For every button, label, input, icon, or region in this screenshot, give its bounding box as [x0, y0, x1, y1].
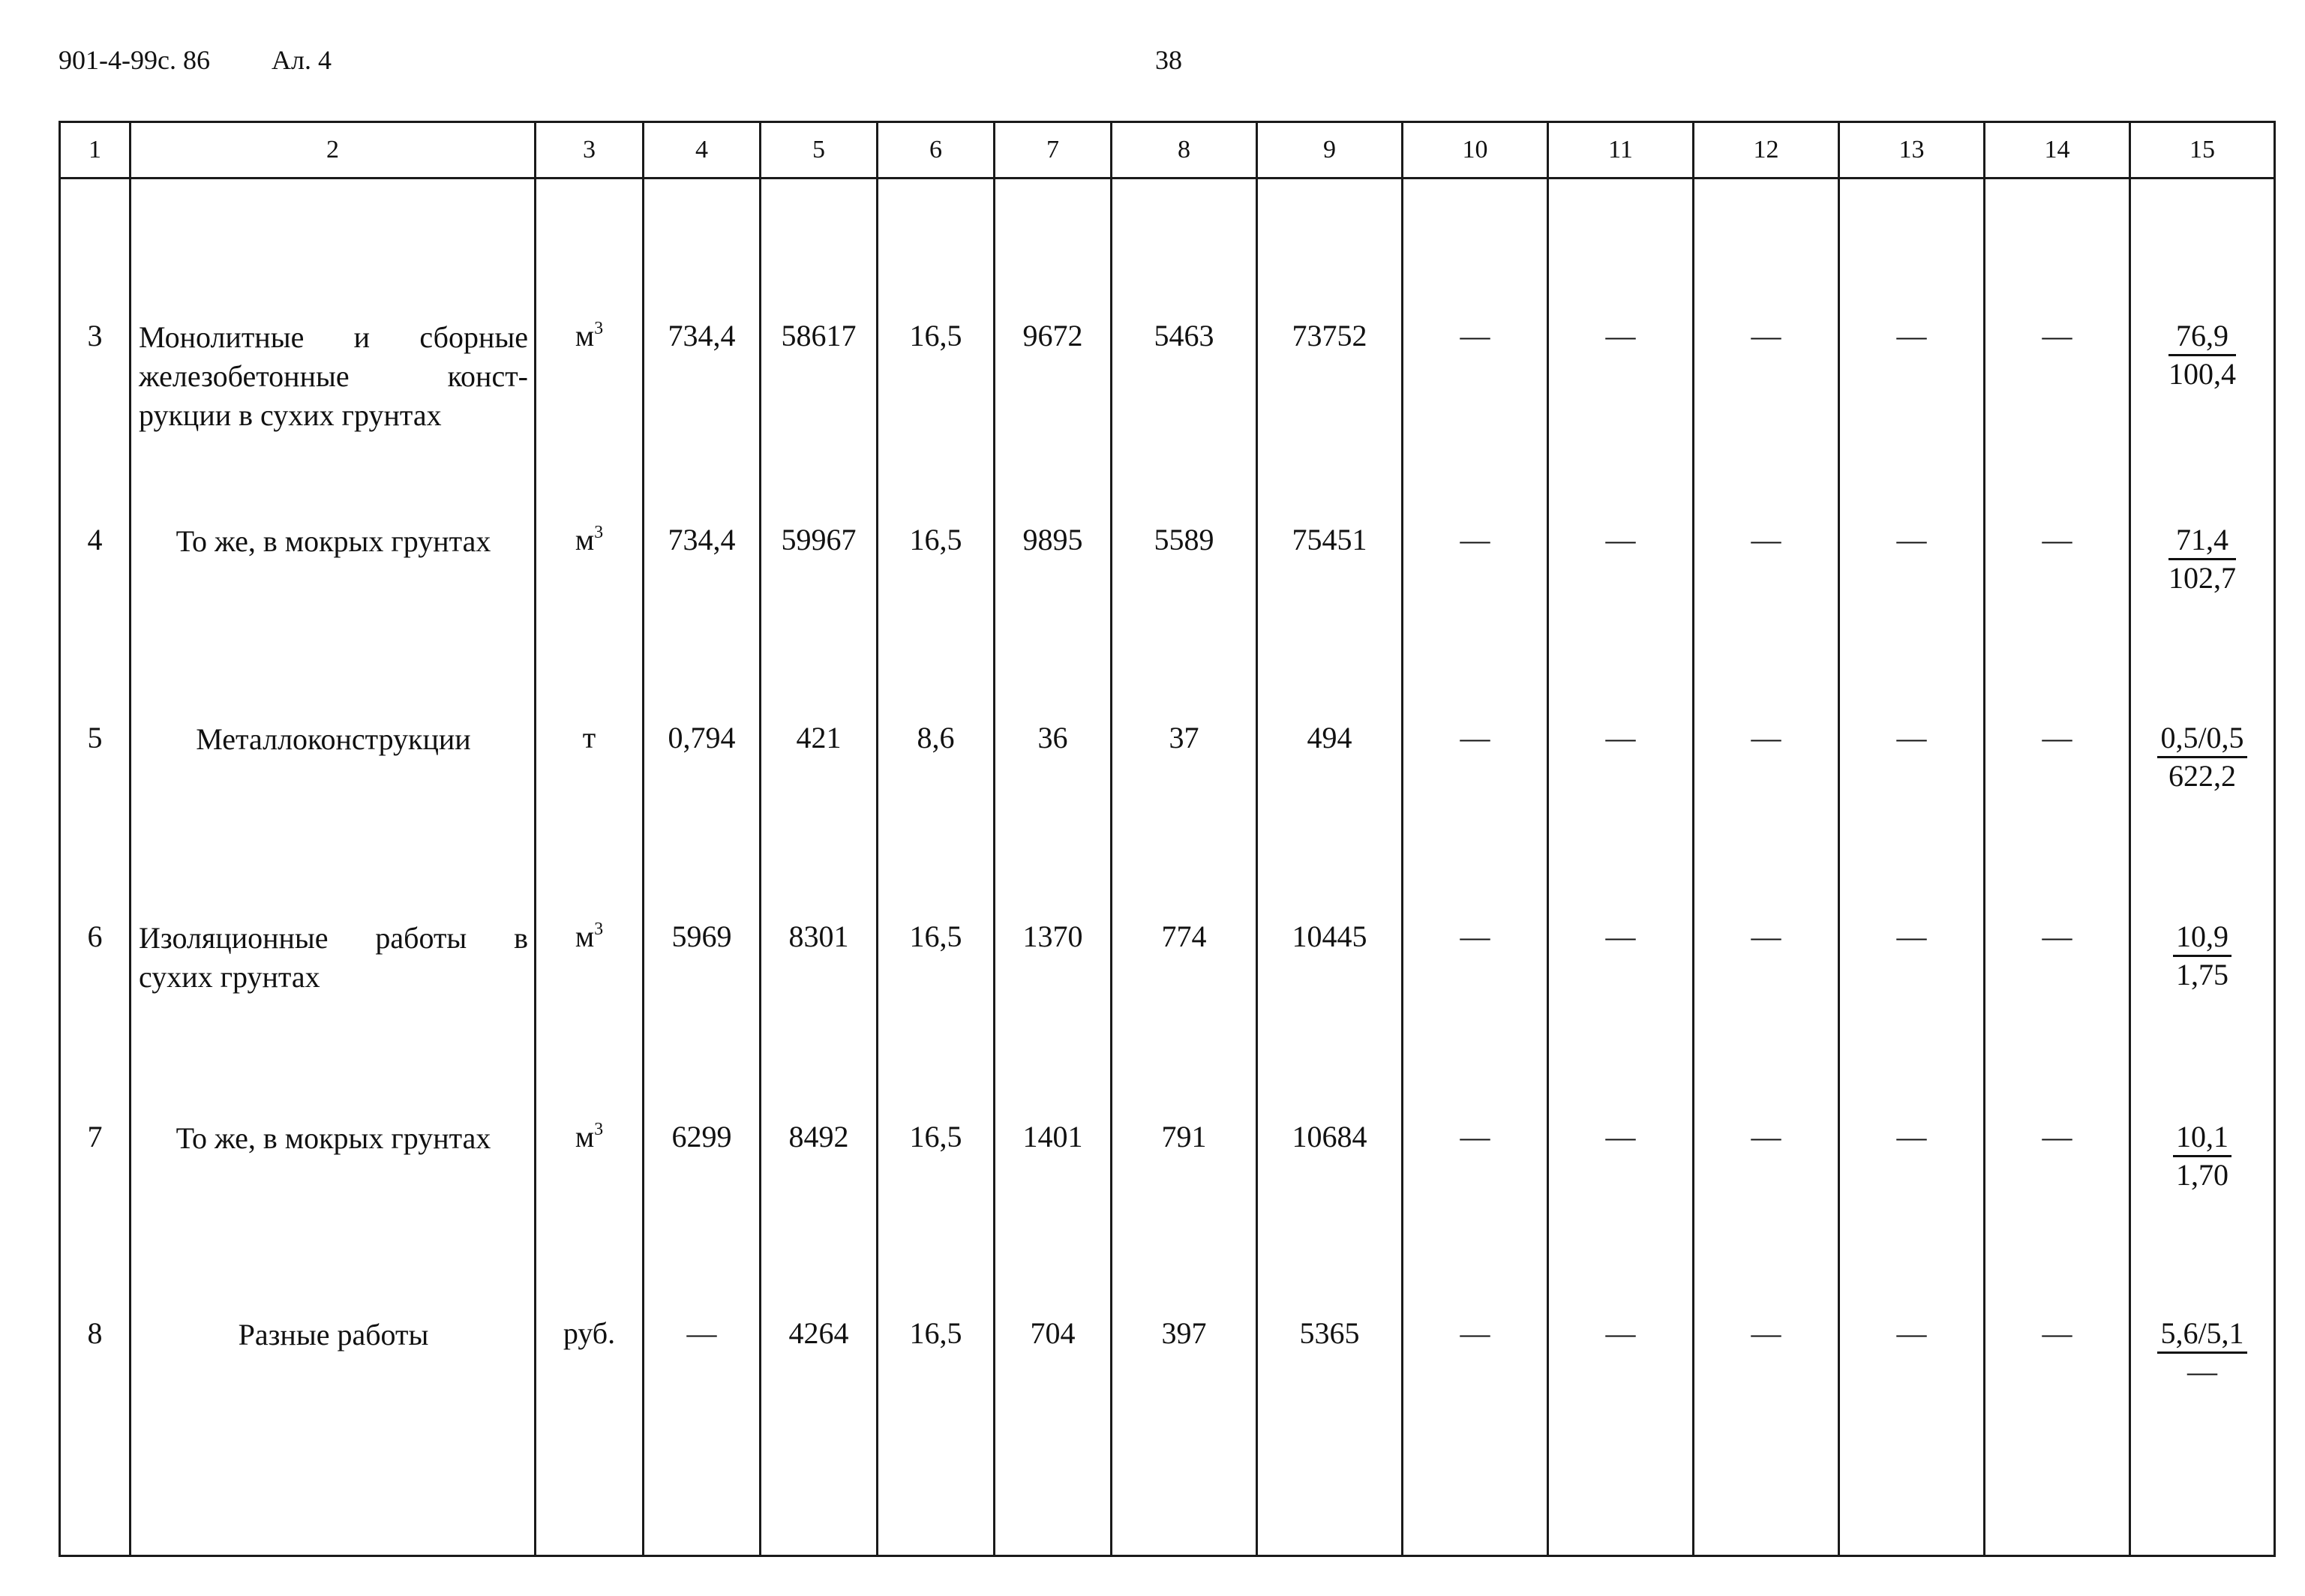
column-number: 15 — [2130, 122, 2275, 178]
description-line: железобетонные конст- — [139, 359, 528, 393]
unit-exponent: 3 — [594, 523, 604, 543]
cell-col-8: 5589 — [1112, 452, 1257, 650]
fraction-numerator: 71,4 — [2168, 522, 2236, 560]
cell-col-7: 36 — [995, 650, 1112, 848]
cell-col-8: 5463 — [1112, 178, 1257, 453]
cell-col-7: 1370 — [995, 849, 1112, 1084]
cell-col-4: 734,4 — [644, 178, 761, 453]
fraction — [2173, 919, 2231, 993]
fraction-denominator: 1,70 — [2176, 1158, 2228, 1192]
fraction — [2173, 1119, 2231, 1193]
cell-col-10: — — [1403, 1280, 1548, 1556]
cell-col-14: — — [1985, 178, 2130, 453]
cell-col-6: 16,5 — [878, 1280, 995, 1556]
column-number: 2 — [131, 122, 536, 178]
column-number: 8 — [1112, 122, 1257, 178]
column-number: 3 — [536, 122, 644, 178]
cell-col-15 — [2130, 1280, 2275, 1556]
unit-cell — [536, 650, 644, 848]
cell-col-11: — — [1548, 650, 1694, 848]
unit-exponent: 3 — [594, 319, 604, 338]
row-number: 5 — [60, 650, 131, 848]
cell-col-8: 774 — [1112, 849, 1257, 1084]
table-row — [60, 650, 2275, 848]
cell-col-7: 1401 — [995, 1084, 1112, 1280]
description-line: То же, в мокрых грунтах — [176, 1121, 491, 1156]
table-row — [60, 1084, 2275, 1280]
cell-col-8: 37 — [1112, 650, 1257, 848]
fraction-numerator: 76,9 — [2168, 318, 2236, 356]
work-description — [131, 178, 536, 453]
cell-col-7: 9672 — [995, 178, 1112, 453]
unit: м — [575, 919, 595, 953]
cell-col-6: 16,5 — [878, 178, 995, 453]
cell-col-15 — [2130, 849, 2275, 1084]
cell-col-8: 791 — [1112, 1084, 1257, 1280]
cell-col-13: — — [1839, 178, 1985, 453]
cell-col-5: 59967 — [761, 452, 878, 650]
column-number: 14 — [1985, 122, 2130, 178]
cell-col-10: — — [1403, 650, 1548, 848]
fraction-numerator: 5,6/5,1 — [2157, 1316, 2246, 1354]
cell-col-9: 10684 — [1257, 1084, 1403, 1280]
unit-cell — [536, 1280, 644, 1556]
table-row — [60, 849, 2275, 1084]
cell-col-13: — — [1839, 1280, 1985, 1556]
cell-col-9: 10445 — [1257, 849, 1403, 1084]
cell-col-14: — — [1985, 452, 2130, 650]
fraction-denominator: — — [2187, 1354, 2217, 1389]
cell-col-8: 397 — [1112, 1280, 1257, 1556]
cell-col-12: — — [1694, 1084, 1839, 1280]
fraction — [2168, 522, 2236, 596]
cell-col-15 — [2130, 452, 2275, 650]
column-number: 9 — [1257, 122, 1403, 178]
cell-col-10: — — [1403, 849, 1548, 1084]
cell-col-12: — — [1694, 178, 1839, 453]
cell-col-10: — — [1403, 178, 1548, 453]
column-number-row — [60, 122, 2275, 178]
work-description — [131, 650, 536, 848]
column-number: 5 — [761, 122, 878, 178]
description-line: сухих грунтах — [139, 959, 320, 994]
cell-col-7: 9895 — [995, 452, 1112, 650]
fraction-numerator: 10,9 — [2173, 919, 2231, 957]
cell-col-14: — — [1985, 650, 2130, 848]
cell-col-7: 704 — [995, 1280, 1112, 1556]
unit: м — [575, 1120, 595, 1154]
cell-col-15 — [2130, 178, 2275, 453]
row-number: 7 — [60, 1084, 131, 1280]
fraction-denominator: 100,4 — [2168, 357, 2236, 391]
fraction-numerator: 0,5/0,5 — [2157, 720, 2246, 758]
estimate-table — [59, 121, 2276, 1557]
column-number: 1 — [60, 122, 131, 178]
column-number: 6 — [878, 122, 995, 178]
fraction — [2157, 1316, 2246, 1390]
fraction — [2157, 720, 2246, 794]
document-code: 901-4-99с. 86 — [59, 45, 210, 75]
fraction-denominator: 102,7 — [2168, 561, 2236, 596]
cell-col-15 — [2130, 650, 2275, 848]
work-description — [131, 849, 536, 1084]
table-row — [60, 178, 2275, 453]
cell-col-14: — — [1985, 1280, 2130, 1556]
cell-col-4: 734,4 — [644, 452, 761, 650]
fraction-denominator: 622,2 — [2168, 759, 2236, 794]
cell-col-5: 421 — [761, 650, 878, 848]
cell-col-12: — — [1694, 452, 1839, 650]
cell-col-15 — [2130, 1084, 2275, 1280]
page-number: 38 — [1155, 45, 1182, 75]
cell-col-11: — — [1548, 178, 1694, 453]
description-line: Монолитные и сборные — [139, 320, 528, 354]
row-number: 6 — [60, 849, 131, 1084]
work-description — [131, 1280, 536, 1556]
cell-col-11: — — [1548, 1084, 1694, 1280]
column-number: 7 — [995, 122, 1112, 178]
cell-col-5: 8492 — [761, 1084, 878, 1280]
cell-col-14: — — [1985, 849, 2130, 1084]
cell-col-12: — — [1694, 849, 1839, 1084]
sheet-label: Ал. 4 — [272, 45, 332, 75]
cell-col-11: — — [1548, 1280, 1694, 1556]
row-number: 8 — [60, 1280, 131, 1556]
column-number: 10 — [1403, 122, 1548, 178]
cell-col-11: — — [1548, 452, 1694, 650]
unit-cell — [536, 178, 644, 453]
cell-col-9: 5365 — [1257, 1280, 1403, 1556]
cell-col-4: 0,794 — [644, 650, 761, 848]
cell-col-13: — — [1839, 849, 1985, 1084]
unit-cell — [536, 452, 644, 650]
cell-col-6: 16,5 — [878, 452, 995, 650]
cell-col-6: 16,5 — [878, 1084, 995, 1280]
unit: м — [575, 523, 595, 557]
cell-col-10: — — [1403, 1084, 1548, 1280]
fraction-denominator: 1,75 — [2176, 957, 2228, 992]
cell-col-13: — — [1839, 452, 1985, 650]
fraction — [2168, 318, 2236, 392]
cell-col-5: 8301 — [761, 849, 878, 1084]
fraction-numerator: 10,1 — [2173, 1119, 2231, 1157]
row-number: 3 — [60, 178, 131, 453]
column-number: 13 — [1839, 122, 1985, 178]
description-line: рукции в сухих грунтах — [139, 398, 442, 432]
cell-col-14: — — [1985, 1084, 2130, 1280]
unit: м — [575, 319, 595, 352]
cell-col-11: — — [1548, 849, 1694, 1084]
cell-col-5: 4264 — [761, 1280, 878, 1556]
column-number: 4 — [644, 122, 761, 178]
column-number: 11 — [1548, 122, 1694, 178]
row-number: 4 — [60, 452, 131, 650]
cell-col-4: 5969 — [644, 849, 761, 1084]
table-row — [60, 1280, 2275, 1556]
unit: руб. — [563, 1316, 616, 1351]
cell-col-9: 494 — [1257, 650, 1403, 848]
unit-cell — [536, 849, 644, 1084]
cell-col-6: 8,6 — [878, 650, 995, 848]
cell-col-13: — — [1839, 1084, 1985, 1280]
description-line: То же, в мокрых грунтах — [176, 524, 491, 559]
cell-col-6: 16,5 — [878, 849, 995, 1084]
table-row — [60, 452, 2275, 650]
unit-exponent: 3 — [594, 1120, 604, 1140]
description-line: Изоляционные работы в — [139, 920, 528, 955]
unit: т — [582, 721, 596, 755]
work-description — [131, 452, 536, 650]
cell-col-9: 75451 — [1257, 452, 1403, 650]
cell-col-12: — — [1694, 1280, 1839, 1556]
column-number: 12 — [1694, 122, 1839, 178]
cell-col-5: 58617 — [761, 178, 878, 453]
cell-col-10: — — [1403, 452, 1548, 650]
cell-col-9: 73752 — [1257, 178, 1403, 453]
unit-cell — [536, 1084, 644, 1280]
description-line: Металлоконструкции — [196, 722, 471, 757]
unit-exponent: 3 — [594, 919, 604, 939]
cell-col-4: — — [644, 1280, 761, 1556]
cell-col-4: 6299 — [644, 1084, 761, 1280]
description-line: Разные работы — [238, 1318, 429, 1352]
work-description — [131, 1084, 536, 1280]
cell-col-13: — — [1839, 650, 1985, 848]
cell-col-12: — — [1694, 650, 1839, 848]
